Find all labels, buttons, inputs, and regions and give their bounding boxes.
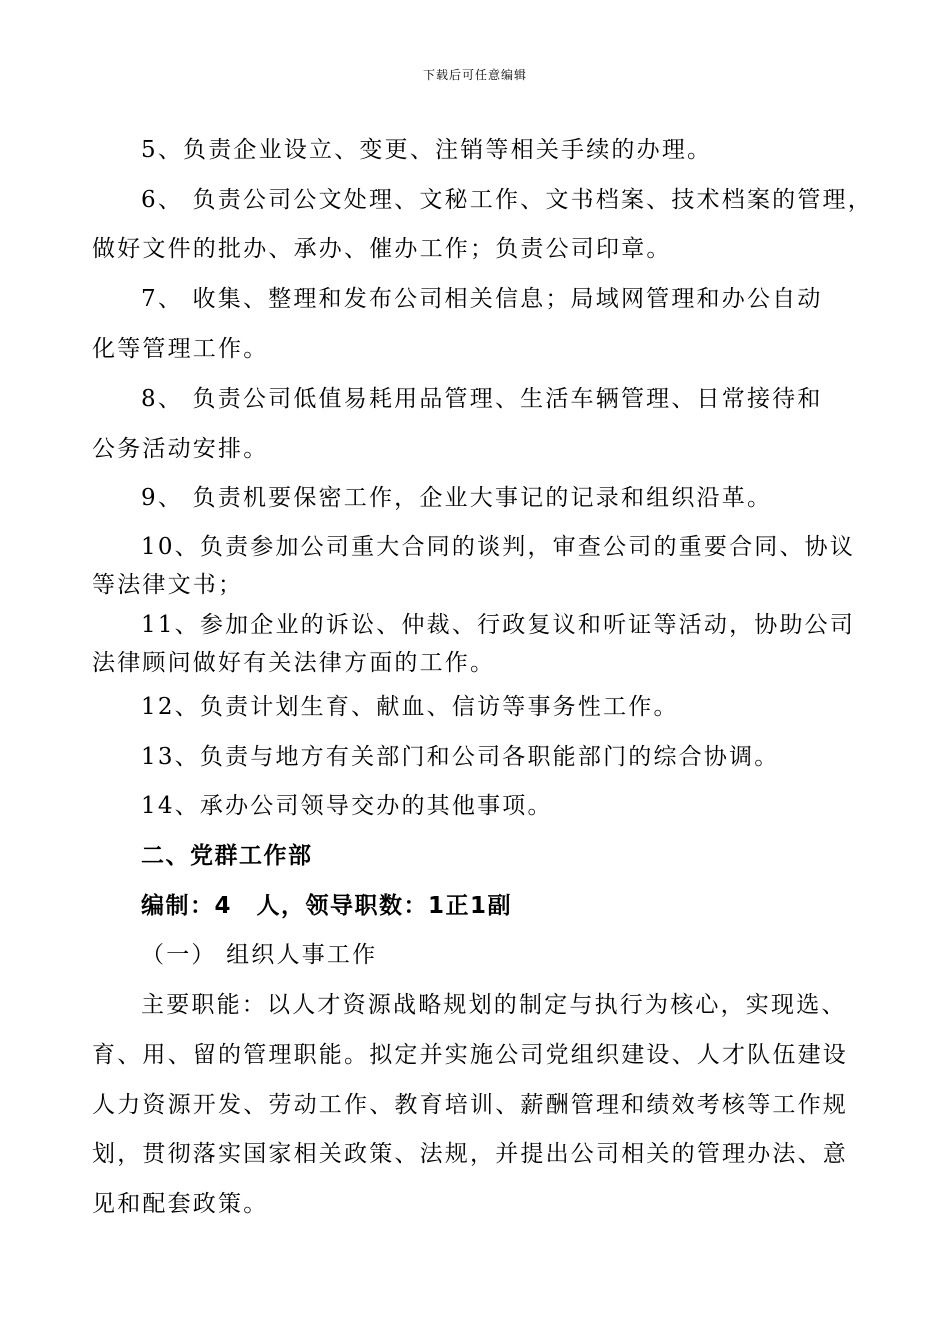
text-line-item-6: 6、 负责公司公文处理、文秘工作、文书档案、技术档案的管理， — [141, 187, 873, 213]
text-line-duties-5: 见和配套政策。 — [92, 1191, 269, 1217]
text-line-item-11-cont: 法律顾问做好有关法律方面的工作。 — [92, 650, 496, 676]
text-line-duties-2: 育、用、留的管理职能。拟定并实施公司党组织建设、人才队伍建设 — [92, 1042, 848, 1068]
text-line-duties-4: 划，贯彻落实国家相关政策、法规，并提出公司相关的管理办法、意 — [92, 1141, 848, 1167]
text-line-item-10: 10、负责参加公司重大合同的谈判，审查公司的重要合同、协议 — [141, 534, 856, 560]
text-line-item-6-cont: 做好文件的批办、承办、催办工作；负责公司印章。 — [92, 236, 672, 262]
text-line-item-7-cont: 化等管理工作。 — [92, 336, 269, 362]
text-line-item-12: 12、负责计划生育、献血、信访等事务性工作。 — [141, 694, 679, 720]
section-heading: 二、党群工作部 — [141, 843, 313, 869]
text-line-item-8-cont: 公务活动安排。 — [92, 436, 269, 462]
text-line-duties-1: 主要职能：以人才资源战略规划的制定与执行为核心，实现选、 — [141, 992, 847, 1018]
text-line-duties-3: 人力资源开发、劳动工作、教育培训、薪酬管理和绩效考核等工作规 — [92, 1092, 848, 1118]
subsection-heading: （一） 组织人事工作 — [141, 942, 378, 968]
header-note: 下载后可任意编辑 — [422, 68, 527, 82]
text-line-item-9: 9、 负责机要保密工作，企业大事记的记录和组织沿革。 — [141, 485, 773, 511]
text-line-item-10-cont: 等法律文书； — [92, 572, 244, 598]
text-line-item-13: 13、负责与地方有关部门和公司各职能部门的综合协调。 — [141, 744, 780, 770]
staffing-line: 编制：4 人，领导职数：1正1副 — [141, 893, 513, 919]
text-line-item-7: 7、 收集、整理和发布公司相关信息；局域网管理和办公自动 — [141, 286, 823, 312]
text-line-item-5: 5、负责企业设立、变更、注销等相关手续的办理。 — [141, 137, 713, 163]
text-line-item-11: 11、参加企业的诉讼、仲裁、行政复议和听证等活动，协助公司 — [141, 612, 856, 638]
text-line-item-8: 8、 负责公司低值易耗用品管理、生活车辆管理、日常接待和 — [141, 386, 823, 412]
text-line-item-14: 14、承办公司领导交办的其他事项。 — [141, 793, 553, 819]
